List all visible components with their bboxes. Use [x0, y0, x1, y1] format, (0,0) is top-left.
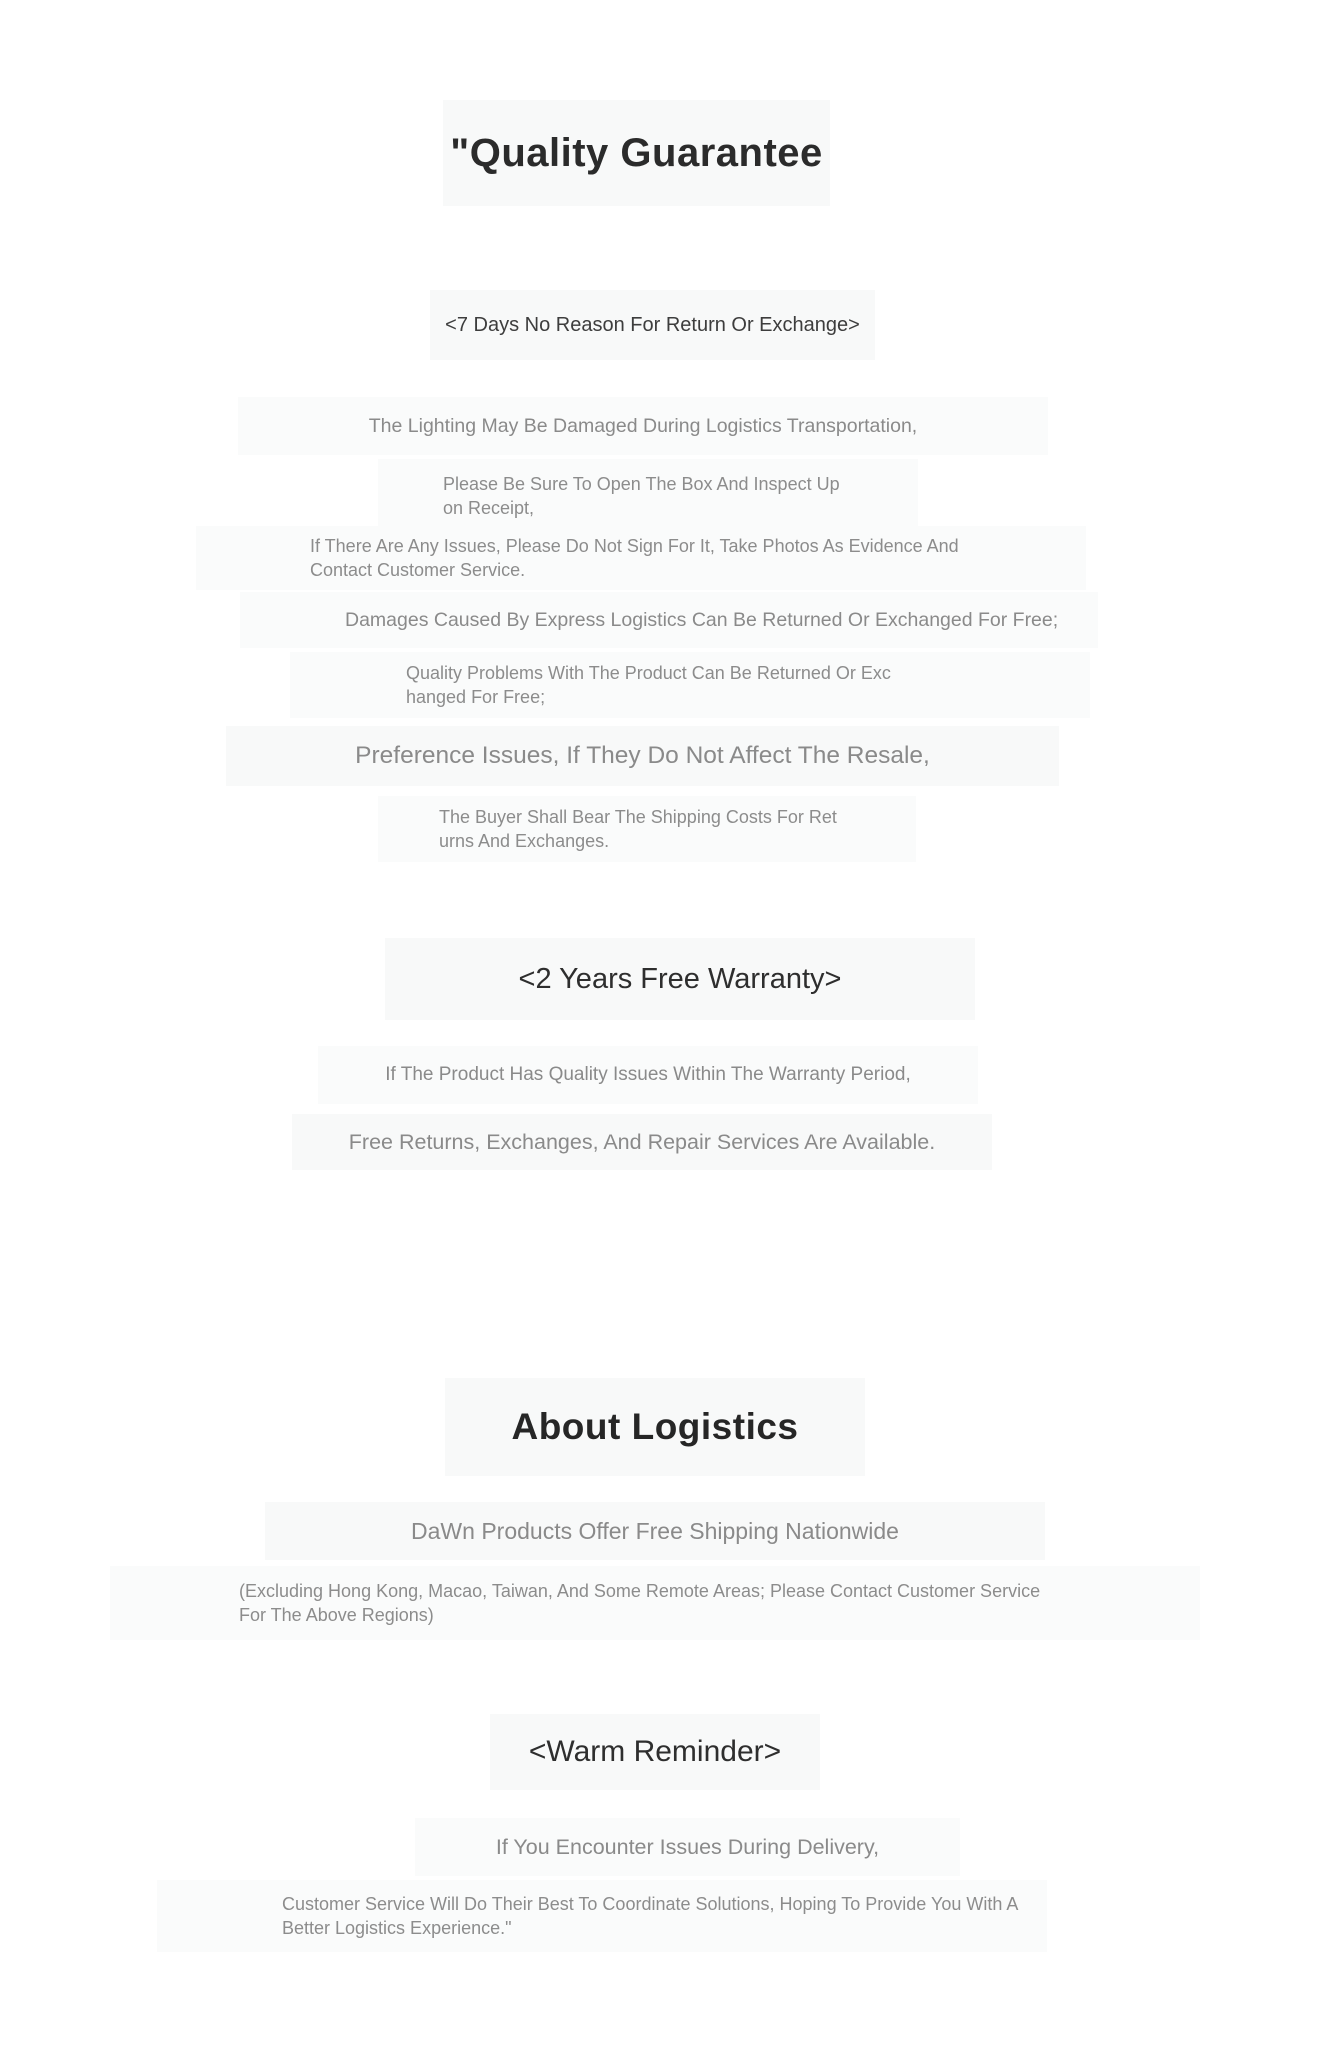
express-damage-text: Damages Caused By Express Logistics Can Be Returned Or Exchanged For Free;: [240, 592, 1098, 648]
warranty-services-text: Free Returns, Exchanges, And Repair Services Are Available.: [292, 1114, 992, 1170]
free-shipping-text: DaWn Products Offer Free Shipping Nationwide: [265, 1502, 1045, 1560]
inspect-on-receipt-text: Please Be Sure To Open The Box And Inspect Up on Receipt,: [378, 459, 918, 533]
delivery-issues-text: If You Encounter Issues During Delivery,: [415, 1818, 960, 1876]
excluding-regions-text: (Excluding Hong Kong, Macao, Taiwan, And Some Remote Areas; Please Contact Customer Service For The Above Regions): [110, 1566, 1200, 1640]
buyer-shipping-costs-text: The Buyer Shall Bear The Shipping Costs For Ret urns And Exchanges.: [378, 796, 916, 862]
seven-days-heading: <7 Days No Reason For Return Or Exchange>: [430, 290, 875, 360]
about-logistics-title: About Logistics: [445, 1378, 865, 1476]
quality-problems-text: Quality Problems With The Product Can Be Returned Or Exc hanged For Free;: [290, 652, 1090, 718]
warranty-heading: <2 Years Free Warranty>: [385, 938, 975, 1020]
warranty-condition-text: If The Product Has Quality Issues Within The Warranty Period,: [318, 1046, 978, 1104]
warm-reminder-heading: <Warm Reminder>: [490, 1714, 820, 1790]
preference-issues-text: Preference Issues, If They Do Not Affect The Resale,: [226, 726, 1059, 786]
lighting-damage-text: The Lighting May Be Damaged During Logistics Transportation,: [238, 397, 1048, 455]
quality-guarantee-title: "Quality Guarantee: [443, 100, 830, 206]
customer-service-text: Customer Service Will Do Their Best To Coordinate Solutions, Hoping To Provide You With A Better Logistics Experience.": [157, 1880, 1047, 1952]
no-sign-issues-text: If There Are Any Issues, Please Do Not Sign For It, Take Photos As Evidence And Contact Customer Service.: [196, 526, 1086, 590]
